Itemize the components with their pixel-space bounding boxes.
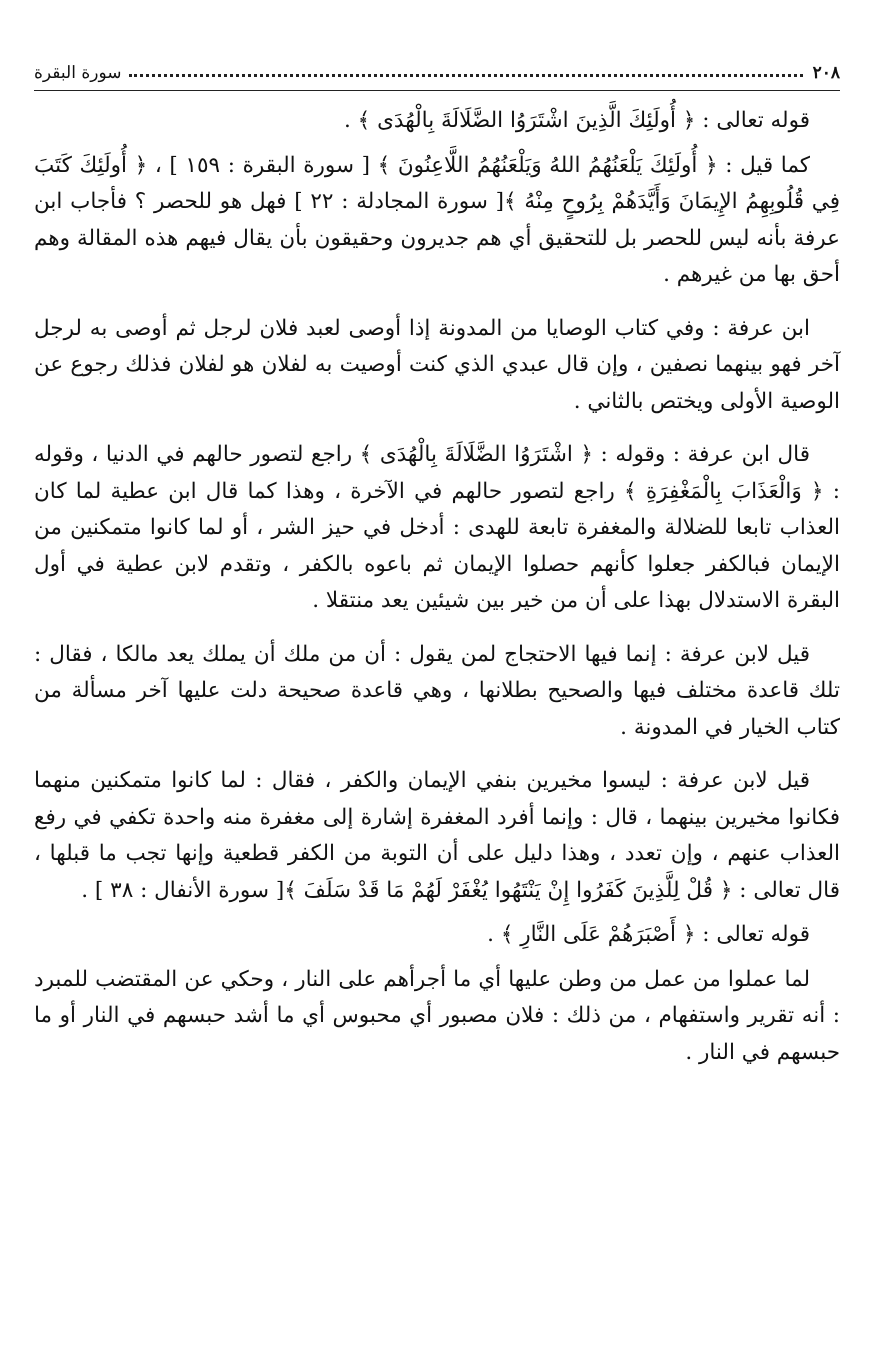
dotted-leader [129, 74, 802, 77]
header-rule [34, 90, 840, 91]
page-number: ٢٠٨ [812, 63, 840, 83]
book-page [34, 58, 840, 1348]
paragraph-hasr-question: كما قيل : ﴿ أُولَئِكَ يَلْعَنُهُمُ اللهُ وَيَلْعَنُهُمُ اللَّاعِنُونَ ﴾ [ سورة البقرة : ١٥٩ ] ، ﴿ أُولَئِكَ كَتَبَ فِي قُلُوبِهِمُ الإِيمَانَ وَأَيَّدَهُمْ بِرُوحٍ مِنْهُ ﴾[ سورة المجادلة : ٢٢ ] فهل هو للحصر ؟ فأجاب ابن عرفة بأنه ليس للحصر بل للتحقيق أي هم جديرون وحقيقون بأن يقال فيهم هذه المقالة وهم أحق بها من غيرهم . [34, 152, 840, 287]
surah-title: سورة البقرة [34, 63, 122, 83]
page-body [34, 103, 840, 1071]
paragraph-sabr-explanation: لما عملوا من عمل من وطن عليها أي ما أجرأهم على النار ، وحكي عن المقتضب للمبرد : أنه تقرير واستفهام ، من ذلك : فلان مصبور أي محبوس أي ما أشد حبسهم في النار أو ما حبسهم في النار . [34, 966, 840, 1065]
paragraph-ibn-arafa-commentary: قال ابن عرفة : وقوله : ﴿ اشْتَرَوُا الضَّلَالَةَ بِالْهُدَى ﴾ راجع لتصور حالهم في الدنيا ، وقوله : ﴿ وَالْعَذَابَ بِالْمَغْفِرَةِ ﴾ راجع لتصور حالهم في الآخرة ، وهذا كما قال ابن عطية لما كان العذاب تابعا للضلالة والمغفرة تابعة للهدى : أدخل في حيز الشر ، أو لما كانوا متمكنين من الإيمان فبالكفر جعلوا كأنهم حصلوا الإيمان ثم باعوه بالكفر ، وتقدم لابن عطية في أول البقرة الاستدلال بهذا على أن من خير بين شيئين يعد منتقلا . [34, 442, 840, 613]
paragraph-wasaya: ابن عرفة : وفي كتاب الوصايا من المدونة إذا أوصى لعبد فلان لرجل ثم أوصى به لرجل آخر فهو بينهما نصفين ، وإن قال عبدي الذي كنت أوصيت به لفلان هو لفلان فذلك رجوع عن الوصية الأولى ويختص بالثاني . [34, 315, 840, 414]
paragraph-verse-heading-2: قوله تعالى : ﴿ أَصْبَرَهُمْ عَلَى النَّارِ ﴾ . [487, 922, 810, 947]
running-header [34, 58, 840, 88]
paragraph-takhyir: قيل لابن عرفة : ليسوا مخيرين بنفي الإيمان والكفر ، فقال : لما كانوا متمكنين منهما فكانوا مخيرين بينهما ، قال : وإنما أفرد المغفرة إشارة إلى مغفرة منه واحدة تكفي في رفع العذاب عنهم ، وإن تعدد ، وهذا دليل على أن التوبة من الكفر قطعية وإنها تجب ما قبلها ، قال تعالى : ﴿ قُلْ لِلَّذِينَ كَفَرُوا إِنْ يَنْتَهُوا يُغْفَرْ لَهُمْ مَا قَدْ سَلَفَ ﴾[ سورة الأنفال : ٣٨ ] . [34, 768, 840, 903]
paragraph-ihtijaj: قيل لابن عرفة : إنما فيها الاحتجاج لمن يقول : أن من ملك أن يملك يعد مالكا ، فقال : تلك قاعدة مختلف فيها والصحيح بطلانها ، وهي قاعدة صحيحة دلت عليها آخر مسألة من كتاب الخيار في المدونة . [34, 641, 840, 740]
paragraph-verse-heading-1: قوله تعالى : ﴿ أُولَئِكَ الَّذِينَ اشْتَرَوُا الضَّلَالَةَ بِالْهُدَى ﴾ . [343, 108, 810, 133]
